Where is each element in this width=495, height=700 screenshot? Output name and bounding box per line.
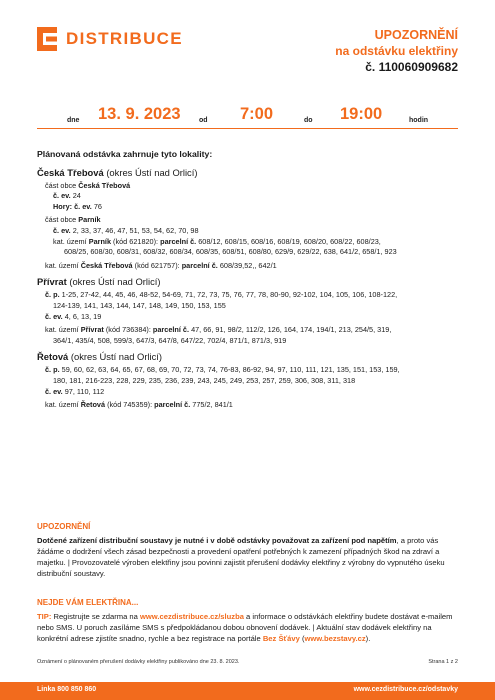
cadastral-line: kat. území Česká Třebová (kód 621757): parcelní č. 608/39,52,, 642/1: [45, 260, 277, 270]
tip-section: [37, 597, 461, 644]
brand-logo: [37, 27, 217, 51]
notice-subtitle: na odstávku elektřiny: [335, 44, 458, 58]
location-name: Přívrat: [37, 276, 67, 288]
location-district: (okres Ústí nad Orlicí): [106, 166, 198, 178]
cadastral-line: kat. území Přívrat (kód 736384): parcelní č. 47, 66, 91, 98/2, 112/2, 126, 164, 174, 194/1, 213, 254/5, 319,: [45, 325, 392, 335]
warning-text: Dotčené zařízení distribuční soustavy je nutné i v době odstávky považovat za zařízení pod napětím, a proto vás žádáme o dodržení všech zásad bezpečnosti a provedení opatření potřebných k zamezení případných škod na zdraví a majetku. | Provozovatelé výroben elektřiny jsou povinni zajistit přerušení dodávky elektřiny z výrobny do vypnutého úseku distribuční soustavy.: [37, 536, 445, 578]
label-hours: hodin: [409, 117, 429, 124]
notice-title: UPOZORNĚNÍ: [374, 28, 458, 42]
location-heading: [37, 167, 467, 179]
warning-heading: UPOZORNĚNÍ: [37, 522, 91, 531]
divider: [37, 128, 458, 129]
outage-date: 13. 9. 2023: [98, 105, 181, 123]
time-to: 19:00: [340, 105, 383, 123]
bez-stavy-link[interactable]: Bez Šťávy: [262, 634, 300, 643]
schedule-row: [37, 104, 458, 126]
footer-website-link[interactable]: www.cezdistribuce.cz/odstavky: [353, 686, 458, 693]
cez-logo-icon: [37, 27, 57, 51]
ev-line: Hory: č. ev. 76: [53, 201, 102, 211]
label-from: od: [199, 117, 208, 124]
footer-bar: [0, 682, 495, 700]
cadastral-line: kat. území Parník (kód 621820): parcelní č. 608/12, 608/15, 608/16, 608/19, 608/20, 608/22, 608/23,: [53, 236, 381, 246]
notice-header: [335, 27, 458, 75]
locations-intro: Plánovaná odstávka zahrnuje tyto lokality:: [37, 149, 213, 159]
page-number: Strana 1 z 2: [428, 659, 458, 665]
ev-line: č. ev. 97, 110, 112: [45, 386, 105, 396]
location-heading: [37, 276, 467, 288]
notice-number: č. 110060909682: [365, 60, 458, 74]
ev-line: č. ev. 24: [53, 191, 81, 201]
cp-line: č. p. 59, 60, 62, 63, 64, 65, 67, 68, 69, 70, 72, 73, 74, 76-83, 86-92, 94, 97, 110, 111, 121, 135, 151, 153, 159,: [45, 365, 400, 375]
ev-line: č. ev. 4, 6, 13, 19: [45, 311, 102, 321]
registration-link[interactable]: www.cezdistribuce.cz/sluzba: [139, 612, 244, 621]
cp-line-cont: 180, 181, 216-223, 228, 229, 235, 236, 239, 243, 245, 249, 253, 257, 259, 306, 308, 311, 318: [53, 375, 356, 385]
cadastral-line-cont: 608/25, 608/30, 608/31, 608/32, 608/34, 608/35, 608/51, 608/80, 629/9, 629/22, 638, 641/2, 658/1, 923: [64, 247, 397, 257]
tip-label: TIP:: [37, 612, 52, 621]
bezstavy-url-link[interactable]: www.bezstavy.cz: [304, 634, 366, 643]
label-day: dne: [67, 117, 80, 124]
cp-line: č. p. 1-25, 27-42, 44, 45, 46, 48-52, 54-69, 71, 72, 73, 75, 76, 77, 78, 80-90, 92-102, 104, 105, 106, 108-122,: [45, 290, 398, 300]
locations-section: [37, 149, 467, 411]
location-district: (okres Ústí nad Orlicí): [70, 351, 163, 363]
part-line: část obce Česká Třebová: [45, 180, 131, 190]
ev-line: č. ev. 2, 33, 37, 46, 47, 51, 53, 54, 62, 70, 98: [53, 225, 199, 235]
hotline: Linka 800 850 860: [37, 686, 97, 693]
part-line: část obce Parník: [45, 215, 101, 225]
cp-line-cont: 124-139, 141, 143, 144, 147, 148, 149, 150, 153, 155: [53, 300, 226, 310]
location-name: Řetová: [37, 351, 69, 363]
time-from: 7:00: [240, 105, 274, 123]
brand-name: DISTRIBUCE: [66, 29, 183, 48]
tip-heading: NEJDE VÁM ELEKTŘINA...: [37, 598, 139, 607]
publication-note: Oznámení o plánovaném přerušení dodávky elektřiny publikováno dne 23. 8. 2023.: [37, 659, 240, 665]
location-heading: [37, 351, 467, 363]
label-to: do: [304, 117, 313, 124]
location-district: (okres Ústí nad Orlicí): [69, 276, 161, 288]
warning-section: [37, 521, 461, 579]
tip-text: TIP: Registrujte se zdarma na www.cezdistribuce.cz/sluzba a informace o odstávkách elektřiny budete dostávat e-mailem nebo SMS. U poruch zasíláme SMS s předpokládanou dobou obnovení dodávek. | Aktuální stav dodávek elektřiny na konkrétní adrese zjistíte snadno, rychle a bez registrace na portále Bez Šťávy (www.bezstavy.cz).: [37, 612, 453, 643]
cadastral-line: kat. území Řetová (kód 745359): parcelní č. 775/2, 841/1: [45, 400, 233, 410]
location-name: Česká Třebová: [37, 166, 104, 178]
cadastral-line-cont: 364/1, 435/4, 508, 599/3, 647/3, 647/8, 647/22, 702/4, 871/1, 871/3, 919: [53, 335, 287, 345]
